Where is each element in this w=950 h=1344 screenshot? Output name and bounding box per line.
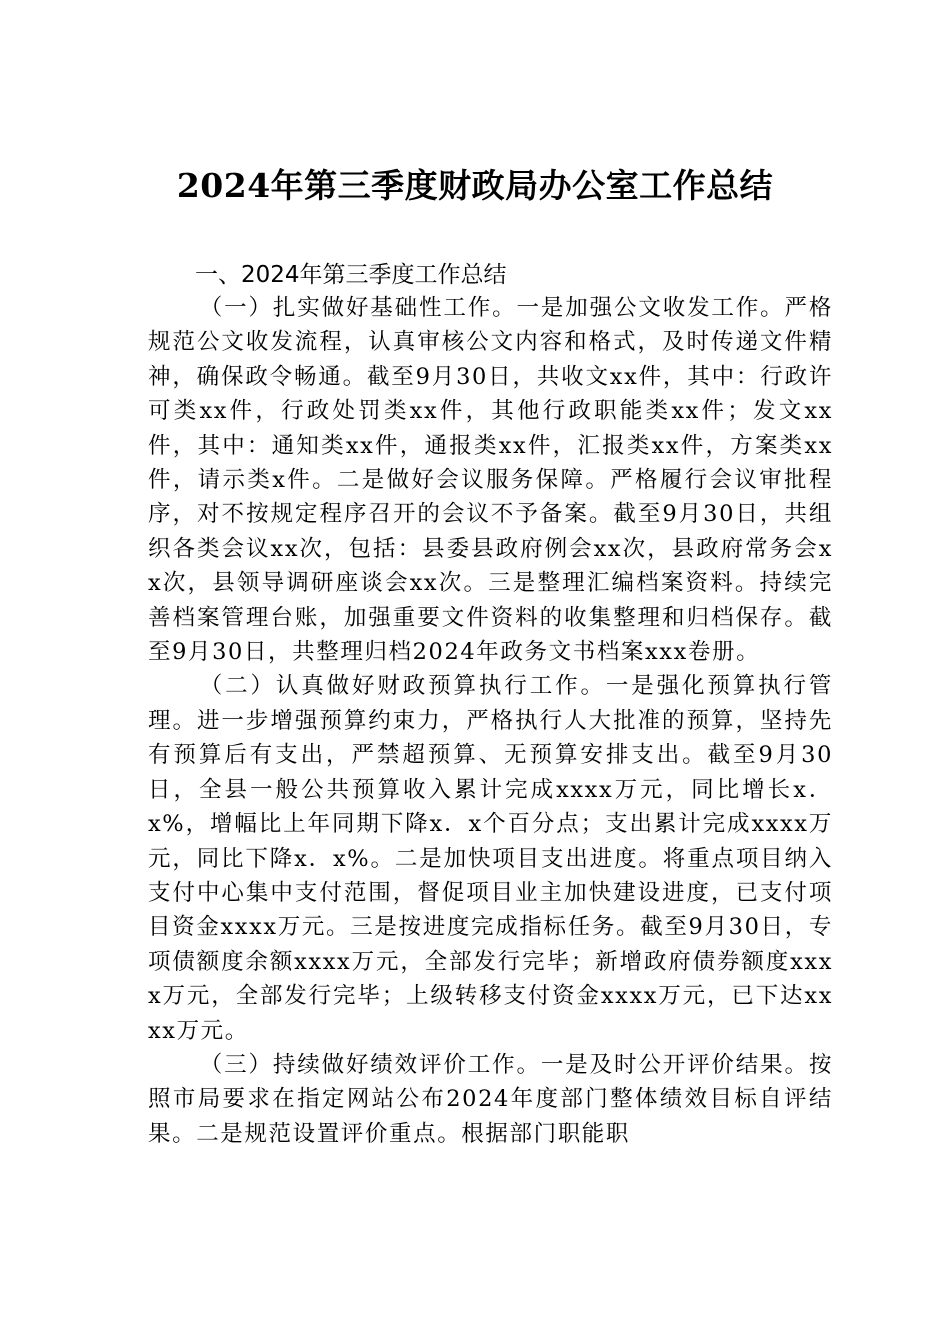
- section-heading: 一、2024年第三季度工作总结: [195, 262, 507, 288]
- paragraph: （三）持续做好绩效评价工作。一是及时公开评价结果。按照市局要求在指定网站公布2024年度部门整体绩效目标自评结果。二是规范设置评价重点。根据部门职能职: [148, 1051, 833, 1147]
- document-body: [148, 291, 833, 1151]
- paragraph: （一）扎实做好基础性工作。一是加强公文收发工作。严格规范公文收发流程，认真审核公文内容和格式，及时传递文件精神，确保政令畅通。截至9月30日，共收文xx件，其中：行政许可类xx件，行政处罚类xx件，其他行政职能类xx件；发文xx件，其中：通知类xx件，通报类xx件，汇报类xx件，方案类xx件，请示类x件。二是做好会议服务保障。严格履行会议审批程序，对不按规定程序召开的会议不予备案。截至9月30日，共组织各类会议xx次，包括：县委县政府例会xx次，县政府常务会xx次，县领导调研座谈会xx次。三是整理汇编档案资料。持续完善档案管理台账，加强重要文件资料的收集整理和归档保存。截至9月30日，共整理归档2024年政务文书档案xxx卷册。: [148, 295, 833, 666]
- document-title: 2024年第三季度财政局办公室工作总结: [176, 166, 774, 205]
- paragraph: （二）认真做好财政预算执行工作。一是强化预算执行管理。进一步增强预算约束力，严格执行人大批准的预算，坚持先有预算后有支出，严禁超预算、无预算安排支出。截至9月30日，全县一般公共预算收入累计完成xxxx万元，同比增长x．x%，增幅比上年同期下降x．x个百分点；支出累计完成xxxx万元，同比下降x．x%。二是加快项目支出进度。将重点项目纳入支付中心集中支付范围，督促项目业主加快建设进度，已支付项目资金xxxx万元。三是按进度完成指标任务。截至9月30日，专项债额度余额xxxx万元，全部发行完毕；新增政府债券额度xxxx万元，全部发行完毕；上级转移支付资金xxxx万元，已下达xxxx万元。: [148, 673, 833, 1044]
